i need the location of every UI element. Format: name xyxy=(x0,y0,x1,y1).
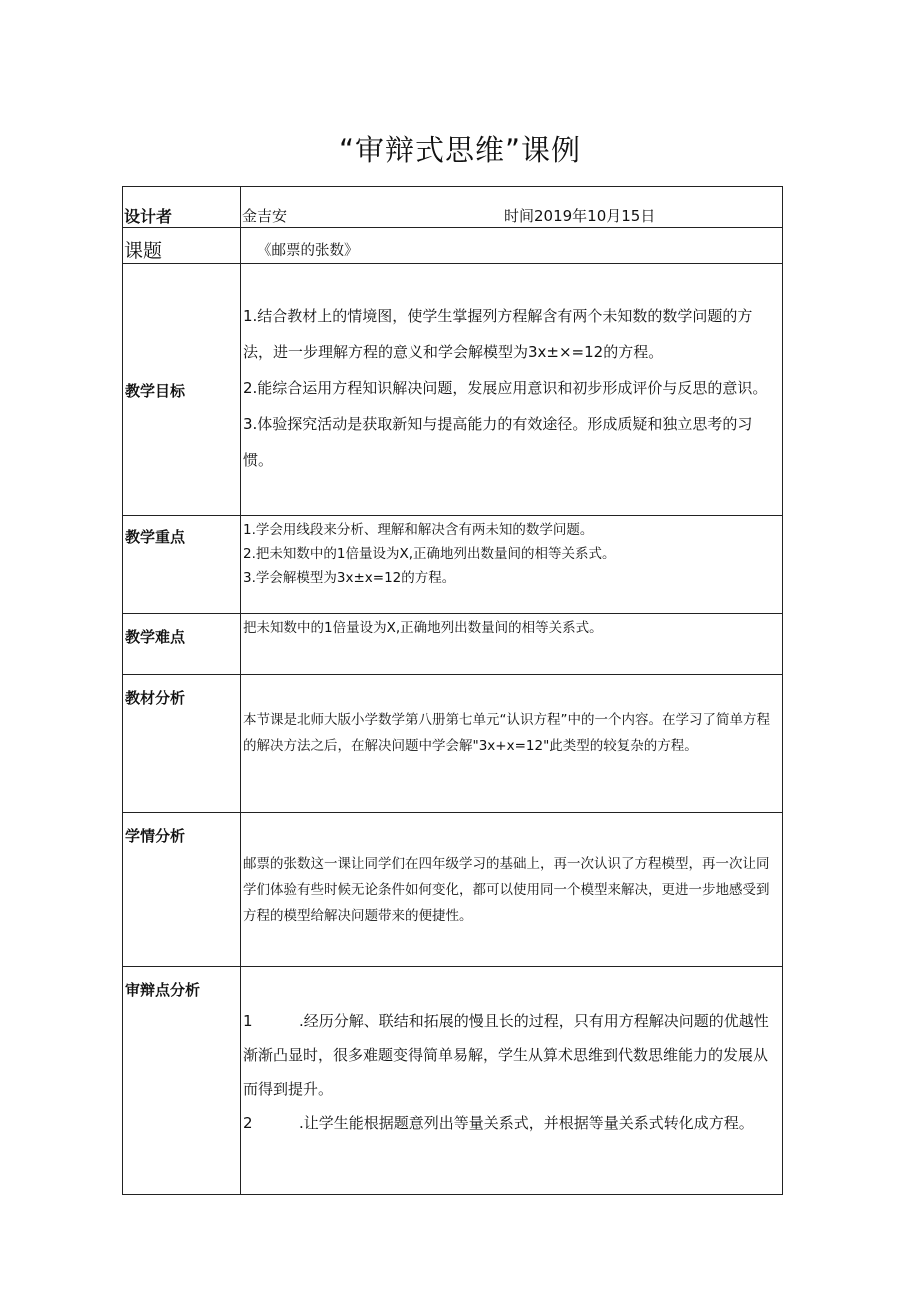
students-text: 邮票的张数这一课让同学们在四年级学习的基础上，再一次认识了方程模型，再一次让同学们体验有些时候无论条件如何变化，都可以使用同一个模型来解决，更进一步地感受到方程的模型给解决问题带来的便捷性。 xyxy=(243,856,770,924)
key-points-label: 教学重点 xyxy=(125,528,186,546)
critical-item-number: 2 xyxy=(243,1114,253,1132)
key-point-item: 2.把未知数中的1倍量设为X,正确地列出数量间的相等关系式。 xyxy=(243,546,616,562)
material-label: 教材分析 xyxy=(125,689,186,707)
material-text: 本节课是北师大版小学数学第八册第七单元“认识方程”中的一个内容。在学习了简单方程的解决方法之后，在解决问题中学会解"3x+x=12"此类型的较复杂的方程。 xyxy=(243,712,770,754)
material-row xyxy=(123,675,783,813)
page-title: “审辩式思维”课例 xyxy=(338,133,582,167)
key-points-row xyxy=(123,516,783,614)
critical-item-number: 1 xyxy=(243,1012,253,1030)
goal-item: 2.能综合运用方程知识解决问题，发展应用意识和初步形成评价与反思的意识。 xyxy=(243,379,768,397)
difficulty-label: 教学难点 xyxy=(125,628,186,646)
critical-item xyxy=(241,1106,770,1140)
critical-item-text: .经历分解、联结和拓展的慢且长的过程，只有用方程解决问题的优越性渐渐凸显时，很多难题变得简单易解，学生从算术思维到代数思维能力的发展从而得到提升。 xyxy=(243,1012,769,1098)
critical-label: 审辩点分析 xyxy=(125,981,201,999)
goals-label: 教学目标 xyxy=(125,382,186,400)
critical-item xyxy=(241,1004,770,1106)
students-row xyxy=(123,813,783,967)
topic-label: 课题 xyxy=(124,240,163,262)
date-text: 时间2019年10月15日 xyxy=(504,207,656,225)
key-point-item: 3.学会解模型为3x±x=12的方程。 xyxy=(243,570,456,586)
designer-name: 金吉安 xyxy=(242,207,288,225)
difficulty-row xyxy=(123,614,783,675)
lesson-plan-table xyxy=(122,186,783,1195)
difficulty-value: 把未知数中的1倍量设为X,正确地列出数量间的相等关系式。 xyxy=(243,620,603,636)
critical-row xyxy=(123,967,783,1195)
critical-item-text: .让学生能根据题意列出等量关系式，并根据等量关系式转化成方程。 xyxy=(299,1114,754,1132)
goal-item: 3.体验探究活动是获取新知与提高能力的有效途径。形成质疑和独立思考的习惯。 xyxy=(243,415,753,469)
topic-row xyxy=(123,228,783,264)
students-label: 学情分析 xyxy=(125,827,186,845)
key-point-item: 1.学会用线段来分析、理解和解决含有两未知的数学问题。 xyxy=(243,522,594,538)
designer-label: 设计者 xyxy=(124,207,173,226)
goals-row xyxy=(123,264,783,516)
topic-value: 《邮票的张数》 xyxy=(257,243,359,259)
designer-row xyxy=(123,187,783,228)
goal-item: 1.结合教材上的情境图，使学生掌握列方程解含有两个未知数的数学问题的方法，进一步理解方程的意义和学会解模型为3x±×=12的方程。 xyxy=(243,307,753,361)
